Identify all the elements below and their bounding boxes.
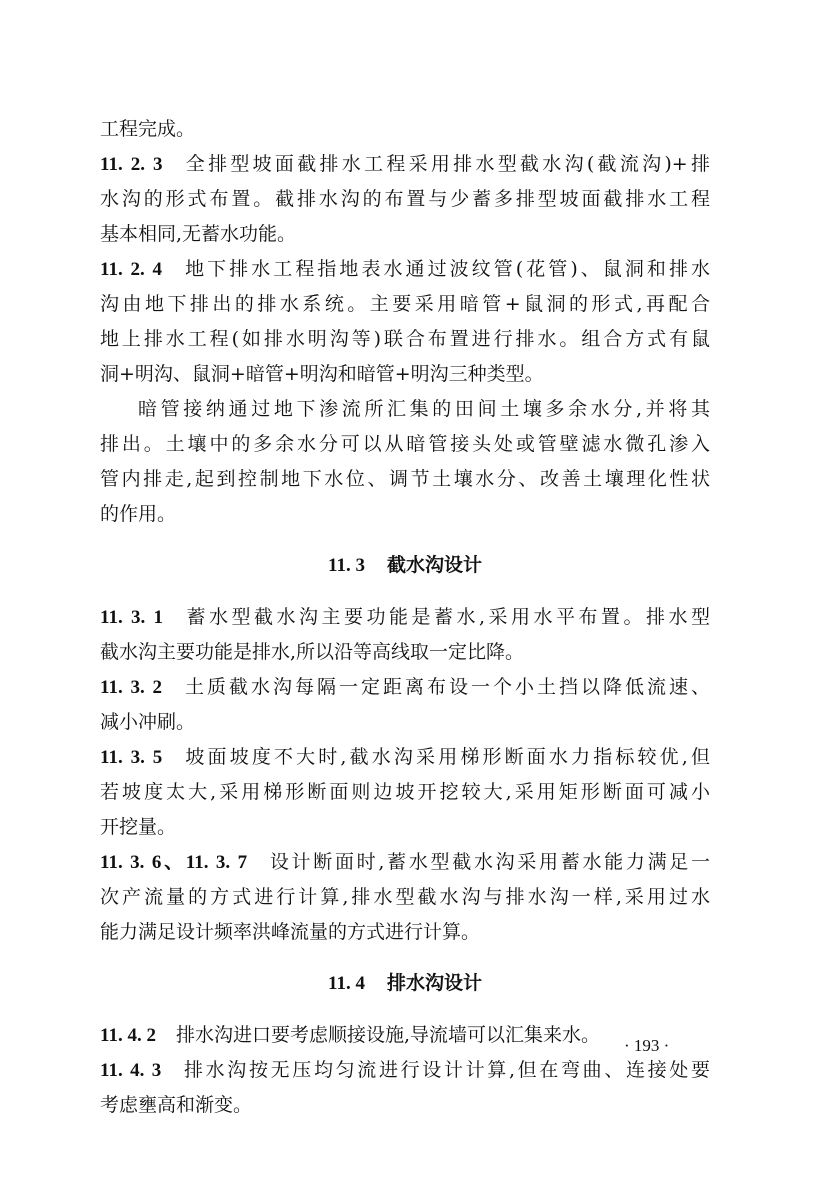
clause-11-2-3: 11. 2. 3 全排型坡面截排水工程采用排水型截水沟(截流沟)+排	[100, 153, 710, 175]
clause-number: 11. 3. 2	[100, 677, 162, 698]
clause-number: 11. 4. 3	[100, 1060, 162, 1081]
text-line: 暗管接纳通过地下渗流所汇集的田间土壤多余水分,并将其	[138, 398, 710, 420]
clause-11-2-4: 11. 2. 4 地下排水工程指地表水通过波纹管(花管)、鼠洞和排水	[100, 258, 710, 280]
clause-number: 11. 3. 1	[100, 607, 163, 628]
text-line: 排出。土壤中的多余水分可以从暗管接头处或管壁滤水微孔渗入	[100, 433, 710, 455]
clause-11-3-1: 11. 3. 1 蓄水型截水沟主要功能是蓄水,采用水平布置。排水型	[100, 606, 710, 628]
clause-number: 11. 4. 2	[100, 1025, 156, 1046]
clause-11-4-2: 11. 4. 2 排水沟进口要考虑顺接设施,导流墙可以汇集来水。	[100, 1024, 600, 1046]
text-line: 减小冲刷。	[100, 711, 196, 733]
clause-number: 11. 3. 5	[100, 747, 163, 768]
text-line: 洞+明沟、鼠洞+暗管+明沟和暗管+明沟三种类型。	[100, 363, 544, 385]
text-line: 工程完成。	[100, 118, 196, 140]
clause-number: 11. 3. 6、11. 3. 7	[100, 852, 248, 873]
clause-number: 11. 2. 3	[100, 154, 163, 175]
text-line: 管内排走,起到控制地下水位、调节土壤水分、改善土壤理化性状	[100, 468, 710, 490]
clause-number: 11. 2. 4	[100, 259, 163, 280]
text-line: 若坡度太大,采用梯形断面则边坡开挖较大,采用矩形断面可减小	[100, 781, 710, 803]
text-line: 截水沟主要功能是排水,所以沿等高线取一定比降。	[100, 641, 525, 663]
text-line: 开挖量。	[100, 816, 177, 838]
document-body	[100, 112, 710, 1123]
clause-11-3-6-7: 11. 3. 6、11. 3. 7 设计断面时,蓄水型截水沟采用蓄水能力满足一	[100, 851, 710, 873]
text-line: 沟由地下排出的排水系统。主要采用暗管+鼠洞的形式,再配合	[100, 293, 710, 315]
clause-11-4-3: 11. 4. 3 排水沟按无压均匀流进行设计计算,但在弯曲、连接处要	[100, 1059, 710, 1081]
section-heading-11-3: 11. 3 截水沟设计	[328, 554, 482, 576]
text-line: 考虑壅高和渐变。	[100, 1094, 253, 1116]
clause-11-3-5: 11. 3. 5 坡面坡度不大时,截水沟采用梯形断面水力指标较优,但	[100, 746, 710, 768]
page-number: · 193 ·	[624, 1036, 670, 1055]
text-line: 次产流量的方式进行计算,排水型截水沟与排水沟一样,采用过水	[100, 886, 710, 908]
text-line: 地上排水工程(如排水明沟等)联合布置进行排水。组合方式有鼠	[100, 328, 710, 350]
text-line: 的作用。	[100, 503, 177, 525]
section-heading-11-4: 11. 4 排水沟设计	[328, 972, 482, 994]
clause-11-3-2: 11. 3. 2 土质截水沟每隔一定距离布设一个小土挡以降低流速、	[100, 676, 710, 698]
text-line: 能力满足设计频率洪峰流量的方式进行计算。	[100, 921, 481, 943]
text-line: 水沟的形式布置。截排水沟的布置与少蓄多排型坡面截排水工程	[100, 188, 710, 210]
text-line: 基本相同,无蓄水功能。	[100, 223, 297, 245]
